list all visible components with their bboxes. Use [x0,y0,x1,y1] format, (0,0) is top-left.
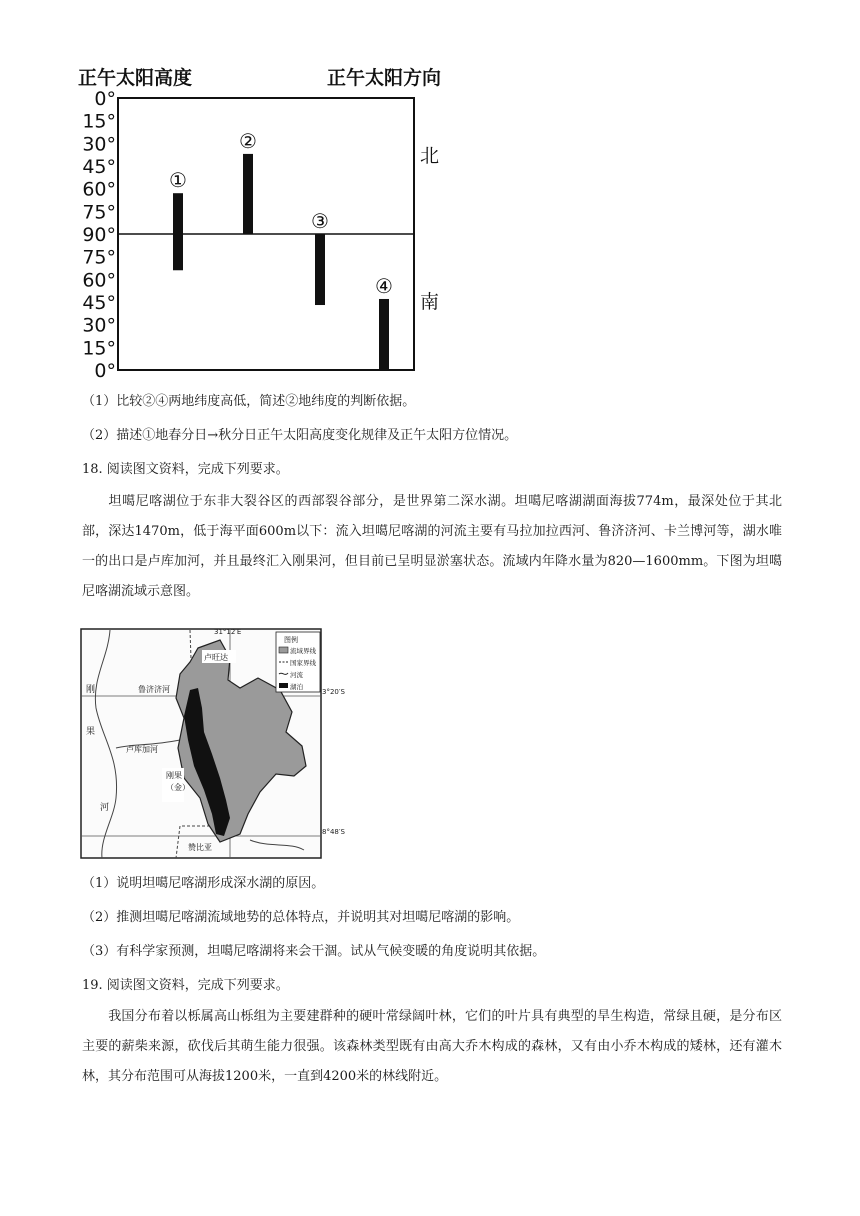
lake-tanganyika-map [80,628,355,860]
bar-site-4 [379,299,389,370]
y-tick-label: 15° [82,337,116,360]
sun-altitude-chart [74,60,474,390]
q17-sub1: （1）比较②④两地纬度高低，简述②地纬度的判断依据。 [82,394,416,409]
chart-title-right: 正午太阳方向 [327,67,442,89]
bar-site-1 [173,193,183,270]
legend-item-border: 国家界线 [290,659,316,667]
lat-top-label: 3°20′S [322,688,345,696]
place-ruwanda: 卢旺达 [204,653,228,662]
q18-sub2: （2）推测坦噶尼喀湖流域地势的总体特点，并说明其对坦噶尼喀湖的影响。 [82,910,520,925]
sun-altitude-chart-svg [74,60,474,390]
y-tick-label: 90° [82,224,116,246]
direction-south-label: 南 [420,291,440,313]
q18-sub3: （3）有科学家预测，坦噶尼喀湖将来会干涸。试从气候变暖的角度说明其依据。 [82,944,546,959]
lon-label: 31°12′E [214,628,242,636]
q19-paragraph [82,1002,782,1092]
y-tick-label: 60° [82,269,116,292]
y-tick-label: 60° [82,178,116,201]
y-tick-label: 30° [82,314,116,337]
y-tick-label: 45° [82,292,116,314]
bar-label-site-4: ④ [375,273,393,298]
y-tick-label: 0° [94,360,116,382]
bar-site-3 [315,234,325,305]
y-tick-label: 30° [82,133,116,156]
place-lukuga: 卢库加河 [126,745,158,754]
place-congo-kin: 刚果（金） [166,771,190,792]
y-tick-labels [82,88,116,382]
legend-item-basin: 流域界线 [290,647,316,655]
place-congo-river-b: 果 [86,727,96,737]
legend-swatch-basin [279,647,288,653]
q19-paragraph-text: 我国分布着以栎属高山栎组为主要建群种的硬叶常绿阔叶林，它们的叶片具有典型的旱生构造，常绿且硬，是分布区主要的薪柴来源，砍伐后其萌生能力很强。该森林类型既有由高大乔木构成的森林，又有由小乔木构成的矮林，还有灌木林，其分布范围可从海拔1200米，一直到4200米的林线附近。 [82,1009,782,1084]
legend-swatch-lake [279,683,288,688]
lat-bottom-label: 8°48′S [322,828,345,836]
direction-north-label: 北 [420,145,440,167]
bar-label-site-1: ① [169,168,187,193]
place-congo-river-c: 河 [100,803,110,813]
q18-sub1: （1）说明坦噶尼喀湖形成深水湖的原因。 [82,876,325,891]
y-tick-label: 0° [94,88,116,110]
map-svg [80,628,355,860]
chart-title-left: 正午太阳高度 [78,67,193,89]
q17-sub2: （2）描述①地春分日→秋分日正午太阳高度变化规律及正午太阳方位情况。 [82,428,518,443]
bar-label-site-2: ② [239,128,257,153]
place-zambia: 赞比亚 [188,843,212,852]
q18-paragraph-text: 坦噶尼喀湖位于东非大裂谷区的西部裂谷部分，是世界第二深水湖。坦噶尼喀湖湖面海拔774m，最深处位于其北部，深达1470m，低于海平面600m以下：流入坦噶尼喀湖的河流主要有马拉加拉西河、鲁济济河、卡兰博河等，湖水唯一的出口是卢库加河，并且最终汇入刚果河，但目前已呈明显淤塞状态。流域内年降水量为820—1600mm。下图为坦噶尼喀湖流域示意图。 [82,494,782,599]
q19-heading: 19. 阅读图文资料，完成下列要求。 [82,978,289,993]
q18-paragraph [82,487,782,607]
y-tick-label: 45° [82,156,116,178]
place-congo-river-a: 刚 [86,685,96,695]
y-tick-label: 75° [82,246,116,269]
y-tick-label: 75° [82,201,116,224]
bar-label-site-3: ③ [311,209,329,233]
y-tick-label: 15° [82,110,116,133]
legend-item-lake: 湖泊 [290,683,303,691]
q18-heading: 18. 阅读图文资料，完成下列要求。 [82,462,289,477]
place-ruziz: 鲁济济河 [138,685,170,694]
bar-site-2 [243,154,253,234]
legend-title: 图例 [284,636,298,644]
chart-bars [169,129,393,370]
legend-item-river: 河流 [290,671,303,679]
